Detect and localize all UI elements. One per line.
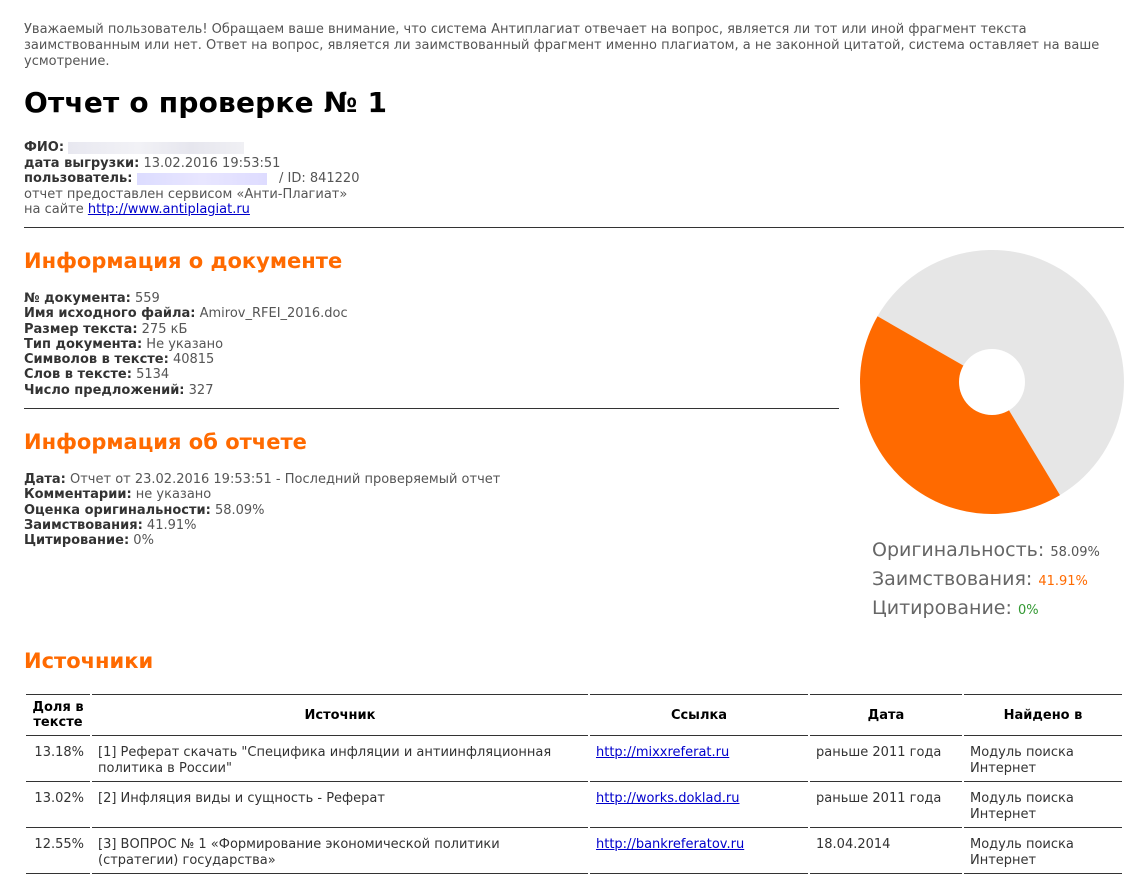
sources-heading: Источники — [24, 649, 154, 673]
col-link: Ссылка — [590, 694, 808, 736]
share-cell: 13.18% — [26, 738, 90, 782]
date-cell: 18.04.2014 — [810, 830, 962, 874]
info-value: Отчет от 23.02.2016 19:53:51 - Последний проверяемый отчет — [70, 472, 501, 487]
doc-info-item — [24, 322, 348, 337]
doc-info-item — [24, 306, 348, 321]
report-info-list — [24, 472, 500, 548]
legend-value: 41.91% — [1038, 574, 1088, 589]
source-cell: [1] Реферат скачать "Специфика инфляции и антиинфляционная политика в России" — [92, 738, 588, 782]
report-info-heading: Информация об отчете — [24, 430, 307, 454]
info-value: 0% — [133, 533, 154, 549]
info-label: Тип документа: — [24, 336, 143, 352]
export-date-value: 13.02.2016 19:53:51 — [143, 155, 281, 171]
source-link[interactable]: http://works.doklad.ru — [596, 791, 740, 806]
info-label: Имя исходного файла: — [24, 306, 196, 322]
link-cell — [590, 738, 808, 782]
disclaimer-notice: Уважаемый пользователь! Обращаем ваше внимание, что система Антиплагиат отвечает на вопрос, является ли тот или иной фрагмент текста заимствованным или нет. Ответ на вопрос, является ли заимствованный фрагмент именно плагиатом, а не законной цитатой, система оставляет на ваше усмотрение. — [24, 22, 1100, 69]
table-row — [26, 738, 1122, 782]
export-date-row — [24, 156, 359, 172]
share-cell: 13.02% — [26, 784, 90, 828]
doc-info-item — [24, 337, 348, 352]
doc-info-item — [24, 352, 348, 367]
info-value: не указано — [135, 487, 212, 503]
info-value: Amirov_RFEI_2016.doc — [199, 306, 348, 322]
date-cell: раньше 2011 года — [810, 784, 962, 828]
doc-info-item — [24, 383, 348, 398]
pie-center-hole — [959, 349, 1025, 415]
site-prefix: на сайте — [24, 202, 84, 217]
link-cell — [590, 830, 808, 874]
redacted-user — [137, 173, 267, 185]
legend-originality — [872, 537, 1100, 566]
report-info-item — [24, 472, 500, 487]
doc-info-heading: Информация о документе — [24, 249, 343, 273]
source-cell: [2] Инфляция виды и сущность - Реферат — [92, 784, 588, 828]
source-cell: [3] ВОПРОС № 1 «Формирование экономической политики (стратегии) государства» — [92, 830, 588, 874]
legend-label: Цитирование: — [872, 597, 1012, 619]
site-link[interactable]: http://www.antiplagiat.ru — [87, 202, 250, 217]
info-label: Число предложений: — [24, 382, 185, 398]
legend-citation — [872, 595, 1100, 624]
legend-value: 58.09% — [1050, 545, 1100, 560]
user-id: / ID: 841220 — [278, 171, 360, 186]
sources-table — [24, 692, 1124, 876]
doc-info-item — [24, 291, 348, 306]
info-label: Заимствования: — [24, 517, 143, 533]
originality-pie-chart — [860, 250, 1124, 514]
info-value: 559 — [134, 291, 160, 306]
service-line: отчет предоставлен сервисом «Анти-Плагиат» — [24, 186, 348, 202]
report-info-item — [24, 503, 500, 518]
date-cell: раньше 2011 года — [810, 738, 962, 782]
divider — [24, 227, 1124, 228]
divider — [24, 408, 839, 409]
fio-label: ФИО: — [24, 140, 65, 155]
report-info-item — [24, 533, 500, 548]
found-cell: Модуль поиска Интернет — [964, 784, 1122, 828]
info-label: № документа: — [24, 291, 131, 306]
table-header-row — [26, 694, 1122, 736]
info-value: 275 кБ — [141, 321, 188, 337]
report-info-item — [24, 518, 500, 533]
info-label: Размер текста: — [24, 321, 138, 337]
legend-label: Заимствования: — [872, 568, 1033, 590]
col-share: Доля в тексте — [26, 694, 90, 736]
col-date: Дата — [810, 694, 962, 736]
export-date-label: дата выгрузки: — [24, 155, 140, 171]
info-value: 40815 — [172, 352, 215, 368]
legend-borrowing — [872, 566, 1100, 595]
info-label: Цитирование: — [24, 533, 130, 549]
info-value: 58.09% — [214, 502, 265, 518]
site-row — [24, 202, 359, 218]
source-link[interactable]: http://mixxreferat.ru — [596, 745, 730, 760]
pie-legend — [872, 537, 1100, 624]
doc-info-list — [24, 291, 348, 398]
info-label: Слов в тексте: — [24, 367, 132, 383]
share-cell: 12.55% — [26, 830, 90, 874]
found-cell: Модуль поиска Интернет — [964, 738, 1122, 782]
fio-row — [24, 140, 359, 156]
col-source: Источник — [92, 694, 588, 736]
found-cell: Модуль поиска Интернет — [964, 830, 1122, 874]
source-link[interactable]: http://bankreferatov.ru — [596, 837, 745, 852]
info-label: Комментарии: — [24, 487, 132, 503]
info-value: 41.91% — [146, 517, 197, 533]
legend-label: Оригинальность: — [872, 539, 1045, 561]
report-info-item — [24, 487, 500, 502]
link-cell — [590, 784, 808, 828]
doc-info-item — [24, 367, 348, 382]
report-meta — [24, 140, 359, 218]
user-row — [24, 171, 359, 187]
info-label: Оценка оригинальности: — [24, 502, 211, 518]
legend-value: 0% — [1017, 603, 1039, 618]
user-label: пользователь: — [24, 171, 133, 186]
info-label: Дата: — [24, 472, 66, 487]
page-title: Отчет о проверке № 1 — [24, 86, 388, 119]
info-value: Не указано — [146, 336, 224, 352]
table-row — [26, 830, 1122, 874]
info-label: Символов в тексте: — [24, 352, 169, 368]
redacted-name — [68, 142, 244, 154]
info-value: 327 — [188, 382, 214, 398]
info-value: 5134 — [136, 367, 170, 383]
table-row — [26, 784, 1122, 828]
col-found: Найдено в — [964, 694, 1122, 736]
